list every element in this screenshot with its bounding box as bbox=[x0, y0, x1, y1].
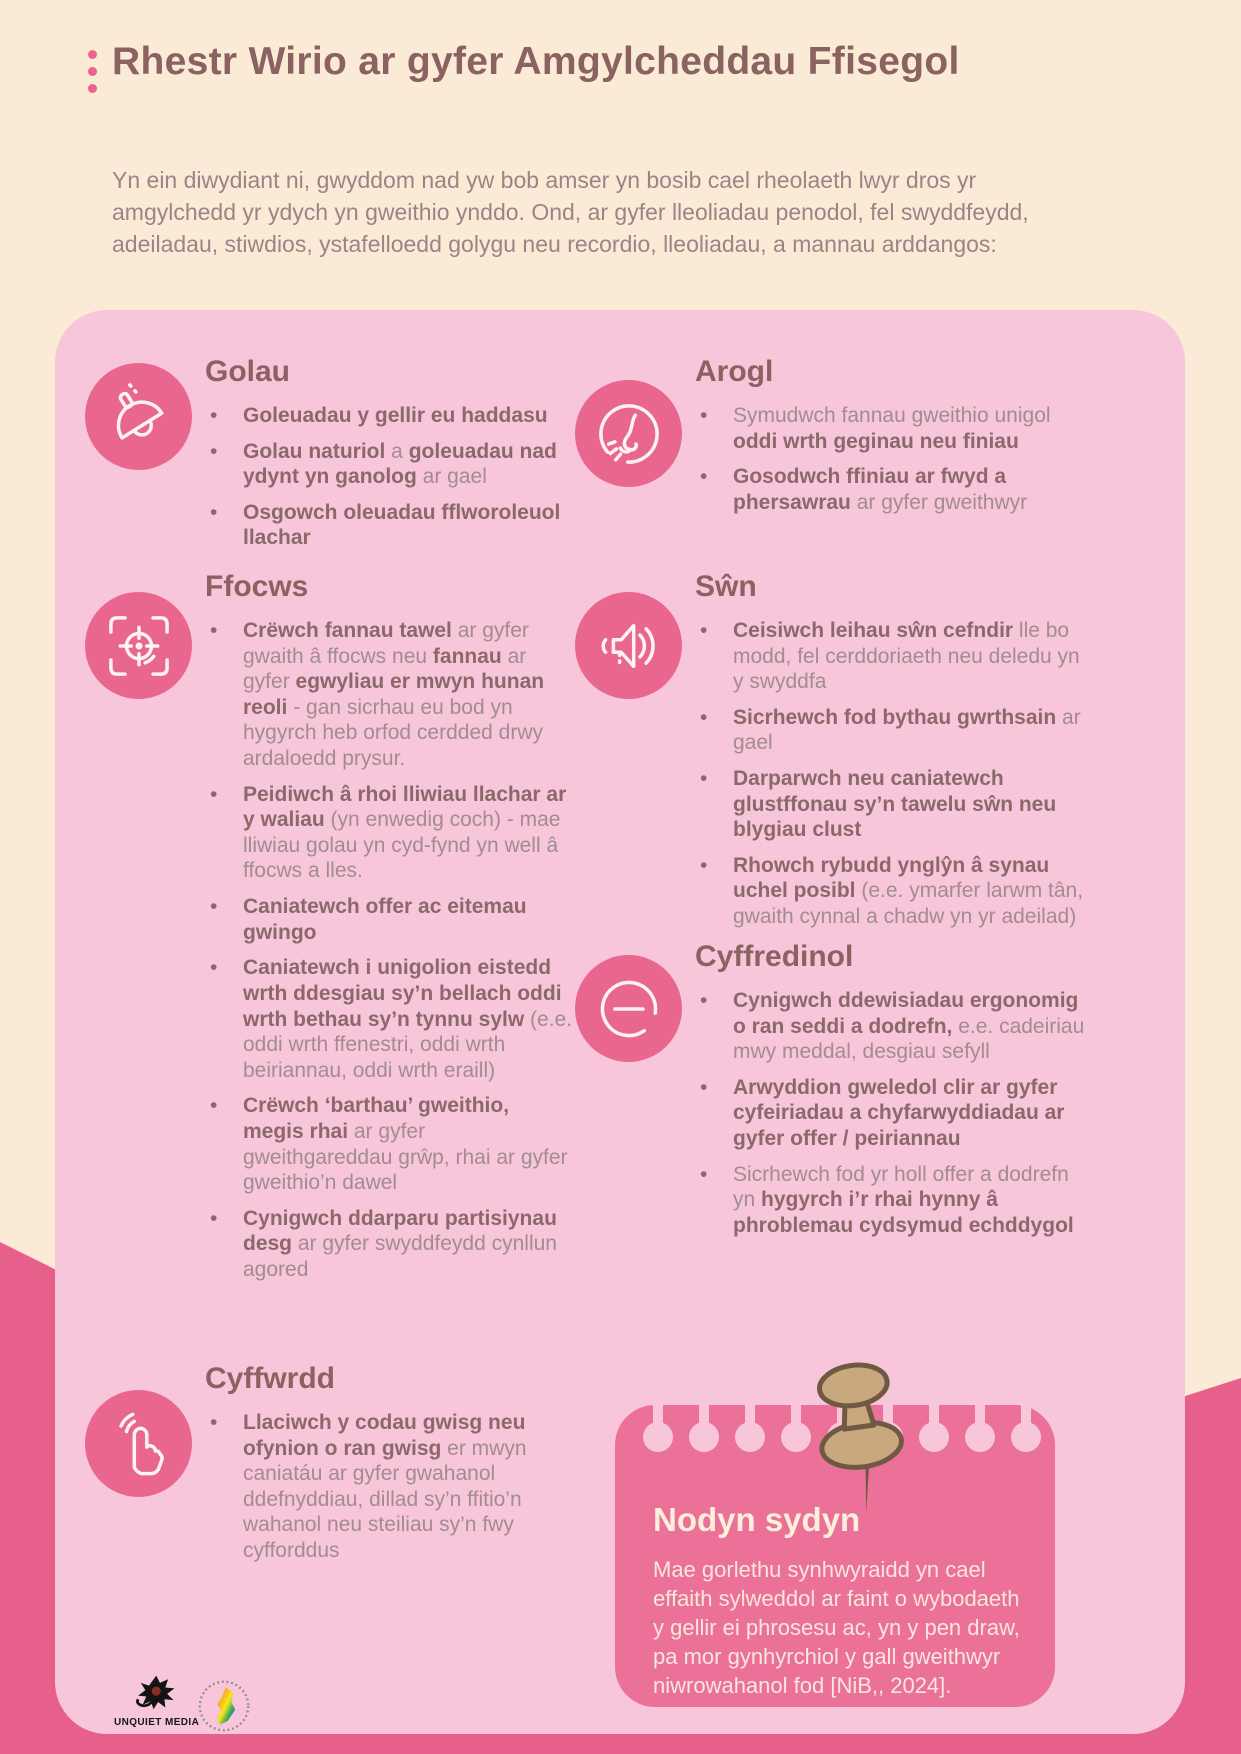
title-dots-decoration bbox=[88, 50, 97, 93]
bullet-item: • Osgowch oleuadau fflworoleuol llachar bbox=[205, 500, 573, 551]
unquiet-media-label: UNQUIET MEDIA bbox=[114, 1717, 200, 1728]
bullet-list-arogl bbox=[695, 403, 1095, 515]
section-title-golau: Golau bbox=[205, 355, 291, 388]
section-swn bbox=[695, 570, 1095, 940]
unquiet-media-logo bbox=[114, 1672, 198, 1728]
nose-icon-art bbox=[590, 395, 668, 473]
section-ffocws bbox=[205, 570, 573, 1293]
bullet-item: • Crëwch fannau tawel ar gyfer gwaith â ffocws neu fannau ar gyfer egwyliau er mwyn hunan reoli - gan sicrhau eu bod yn hygyrch heb orfod cerdded drwy ardaloedd prysur. bbox=[205, 618, 573, 772]
focus-target-icon-art bbox=[100, 607, 178, 685]
unquiet-media-logo-icon bbox=[129, 1672, 184, 1712]
lamp-icon-art bbox=[100, 378, 178, 456]
wales-rainbow-logo bbox=[196, 1678, 252, 1734]
note-scallop-hole bbox=[919, 1405, 949, 1452]
bullet-item: • Peidiwch â rhoi lliwiau llachar ar y waliau (yn enwedig coch) - mae lliwiau golau yn cyd-fynd yn well â ffocws a lles. bbox=[205, 782, 573, 884]
section-title-swn: Sŵn bbox=[695, 570, 757, 603]
minus-circle-icon-art bbox=[590, 970, 668, 1048]
bullet-list-swn bbox=[695, 618, 1095, 930]
dot bbox=[88, 84, 97, 93]
lamp-icon bbox=[85, 363, 192, 470]
section-arogl bbox=[695, 355, 1095, 525]
bullet-item: • Cynigwch ddarparu partisiynau desg ar gyfer swyddfeydd cynllun agored bbox=[205, 1206, 573, 1283]
speaker-icon bbox=[575, 592, 682, 699]
bullet-item: • Rhowch rybudd ynglŷn â synau uchel posibl (e.e. ymarfer larwm tân, gwaith cynnal a chadw yn yr adeilad) bbox=[695, 853, 1095, 930]
bullet-list-cyffredinol bbox=[695, 988, 1095, 1238]
section-cyffredinol bbox=[695, 940, 1095, 1248]
bullet-item: • Ceisiwch leihau sŵn cefndir lle bo modd, fel cerddoriaeth neu deledu yn y swyddfa bbox=[695, 618, 1095, 695]
bullet-list-golau bbox=[205, 403, 573, 551]
bullet-item: • Gosodwch ffiniau ar fwyd a phersawrau ar gyfer gweithwyr bbox=[695, 464, 1095, 515]
dot bbox=[88, 50, 97, 59]
note-scallop-hole bbox=[735, 1405, 765, 1452]
focus-target-icon bbox=[85, 592, 192, 699]
minus-circle-icon bbox=[575, 955, 682, 1062]
note-scallop-hole bbox=[965, 1405, 995, 1452]
bullet-list-cyffwrdd bbox=[205, 1410, 573, 1564]
section-title-cyffredinol: Cyffredinol bbox=[695, 940, 854, 973]
bullet-item: • Goleuadau y gellir eu haddasu bbox=[205, 403, 573, 429]
bullet-item: • Golau naturiol a goleuadau nad ydynt yn ganolog ar gael bbox=[205, 439, 573, 490]
bullet-item: • Sicrhewch fod yr holl offer a dodrefn yn hygyrch i’r rhai hynny â phroblemau cydsymud echddygol bbox=[695, 1162, 1095, 1239]
note-title: Nodyn sydyn bbox=[653, 1501, 861, 1538]
touch-hand-icon bbox=[85, 1390, 192, 1497]
note-body: Mae gorlethu synhwyraidd yn cael effaith sylweddol ar faint o wybodaeth y gellir ei phrosesu ac, yn y pen draw, pa mor gynhyrchiol y gall gweithwyr niwrowahanol fod [NiB,, 2024]. bbox=[653, 1557, 1020, 1699]
bullet-item: • Sicrhewch fod bythau gwrthsain ar gael bbox=[695, 705, 1095, 756]
bullet-item: • Cynigwch ddewisiadau ergonomig o ran seddi a dodrefn, e.e. cadeiriau mwy meddal, desgiau sefyll bbox=[695, 988, 1095, 1065]
section-title-cyffwrdd: Cyffwrdd bbox=[205, 1362, 335, 1395]
speaker-icon-art bbox=[590, 607, 668, 685]
note-scallop-hole bbox=[1011, 1405, 1041, 1452]
section-title-ffocws: Ffocws bbox=[205, 570, 309, 603]
bullet-item: • Crëwch ‘barthau’ gweithio, megis rhai ar gyfer gweithgareddau grŵp, rhai ar gyfer gweithio’n dawel bbox=[205, 1093, 573, 1195]
section-title-arogl: Arogl bbox=[695, 355, 774, 388]
quick-note-card bbox=[615, 1405, 1055, 1707]
bullet-item: • Caniatewch i unigolion eistedd wrth ddesgiau sy’n bellach oddi wrth bethau sy’n tynnu sylw (e.e. oddi wrth ffenestri, oddi wrth beiriannau, oddi wrth eraill) bbox=[205, 955, 573, 1083]
page-title: Rhestr Wirio ar gyfer Amgylcheddau Ffisegol bbox=[112, 40, 960, 83]
bullet-item: • Llaciwch y codau gwisg neu ofynion o ran gwisg er mwyn caniatáu ar gyfer gwahanol ddefnyddiau, dillad sy’n ffitio’n wahanol neu steiliau sy’n fwy cyfforddus bbox=[205, 1410, 573, 1564]
bullet-item: • Symudwch fannau gweithio unigol oddi wrth geginau neu finiau bbox=[695, 403, 1095, 454]
dot bbox=[88, 67, 97, 76]
note-scallop-hole bbox=[689, 1405, 719, 1452]
section-golau bbox=[205, 355, 573, 561]
note-scallop-hole bbox=[643, 1405, 673, 1452]
bullet-item: • Caniatewch offer ac eitemau gwingo bbox=[205, 894, 573, 945]
bullet-item: • Arwyddion gweledol clir ar gyfer cyfeiriadau a chyfarwyddiadau ar gyfer offer / peiriannau bbox=[695, 1075, 1095, 1152]
intro-paragraph: Yn ein diwydiant ni, gwyddom nad yw bob amser yn bosib cael rheolaeth lwyr dros yr amgylchedd yr ydych yn gweithio ynddo. Ond, ar gyfer lleoliadau penodol, fel swyddfeydd, adeiladau, stiwdios, ystafelloedd golygu neu recordio, lleoliadau, a mannau arddangos: bbox=[112, 167, 1029, 258]
bullet-list-ffocws bbox=[205, 618, 573, 1283]
bullet-item: • Darparwch neu caniatewch glustffonau sy’n tawelu sŵn neu blygiau clust bbox=[695, 766, 1095, 843]
section-cyffwrdd bbox=[205, 1362, 573, 1574]
touch-hand-icon-art bbox=[100, 1405, 178, 1483]
nose-icon bbox=[575, 380, 682, 487]
